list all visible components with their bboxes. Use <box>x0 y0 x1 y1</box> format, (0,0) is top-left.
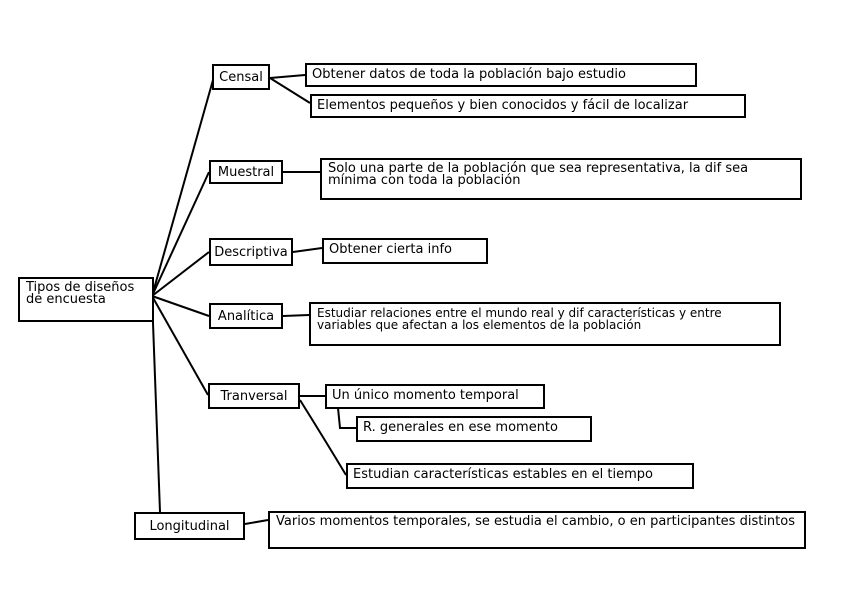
root-label: Tipos de diseños de encuesta <box>26 280 135 307</box>
root-node <box>18 277 154 322</box>
branch-muestral-label: Muestral <box>217 164 275 180</box>
branch-descriptiva <box>209 238 293 266</box>
branch-longitudinal <box>134 512 245 540</box>
analitica-detail-1: Estudiar relaciones entre el mundo real y dif características y entre variables que afectan a los elementos de la población <box>309 302 781 346</box>
muestral-detail-1: Solo una parte de la población que sea representativa, la dif sea mínima con toda la población <box>320 158 802 200</box>
transversal-detail-1: Un único momento temporal <box>325 384 545 409</box>
branch-descriptiva-label: Descriptiva <box>214 244 288 260</box>
descriptiva-detail-1: Obtener cierta info <box>322 238 488 264</box>
branch-censal-label: Censal <box>219 69 263 85</box>
transversal-detail-3: Estudian características estables en el tiempo <box>346 463 694 489</box>
branch-muestral <box>209 160 283 184</box>
branch-transversal <box>208 383 300 409</box>
longitudinal-detail-1: Varios momentos temporales, se estudia el cambio, o en participantes distintos <box>268 511 806 549</box>
censal-detail-1: Obtener datos de toda la población bajo estudio <box>305 63 697 87</box>
branch-analitica <box>209 303 283 329</box>
branch-censal <box>212 64 270 90</box>
branch-longitudinal-label: Longitudinal <box>149 518 230 534</box>
branch-analitica-label: Analítica <box>217 308 275 324</box>
branch-transversal-label: Tranversal <box>220 388 288 404</box>
transversal-detail-2: R. generales en ese momento <box>356 416 592 442</box>
censal-detail-2: Elementos pequeños y bien conocidos y fácil de localizar <box>310 94 746 118</box>
